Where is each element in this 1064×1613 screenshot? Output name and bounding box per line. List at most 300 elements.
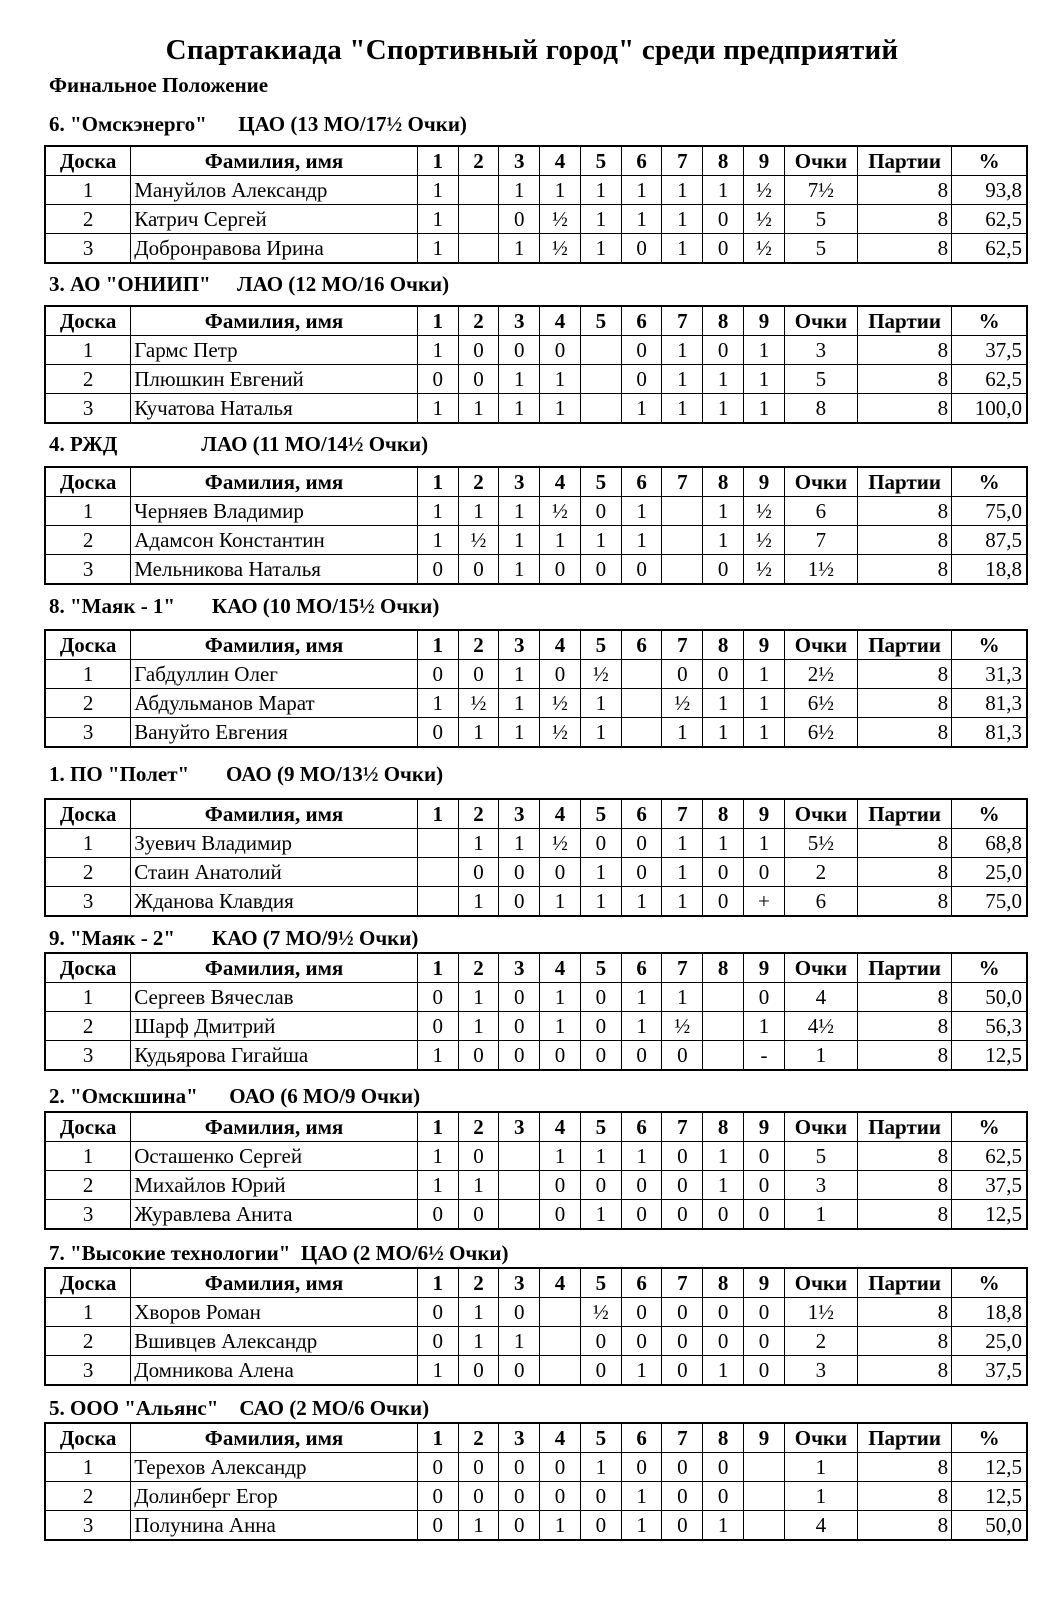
column-header: 3 bbox=[499, 799, 540, 829]
table-cell bbox=[417, 887, 458, 917]
column-header: 6 bbox=[621, 1112, 662, 1142]
table-cell bbox=[703, 1012, 744, 1041]
table-cell: 1 bbox=[580, 858, 621, 887]
column-header: Партии bbox=[858, 1268, 952, 1298]
column-header: 9 bbox=[744, 1423, 785, 1453]
table-cell: 2 bbox=[45, 1171, 131, 1200]
table-cell: 3 bbox=[45, 234, 131, 264]
column-header: Партии bbox=[858, 146, 952, 176]
table-cell: 0 bbox=[499, 1482, 540, 1511]
table-cell: 2 bbox=[784, 858, 857, 887]
table-row bbox=[45, 1482, 1027, 1511]
table-cell: 1 bbox=[417, 394, 458, 424]
table-cell: 0 bbox=[580, 1356, 621, 1386]
column-header: Партии bbox=[858, 467, 952, 497]
table-cell: ½ bbox=[540, 689, 581, 718]
column-header: 1 bbox=[417, 799, 458, 829]
table-cell: 8 bbox=[858, 365, 952, 394]
column-header: 1 bbox=[417, 1112, 458, 1142]
column-header: 9 bbox=[744, 630, 785, 660]
table-cell: 93,8 bbox=[952, 176, 1027, 205]
table-cell: Мануйлов Александр bbox=[131, 176, 418, 205]
table-cell: 1 bbox=[621, 983, 662, 1012]
table-cell: 0 bbox=[458, 1200, 499, 1230]
table-cell: 1 bbox=[744, 336, 785, 365]
column-header: 8 bbox=[703, 799, 744, 829]
table-cell: 1 bbox=[580, 234, 621, 264]
column-header: 6 bbox=[621, 1268, 662, 1298]
table-cell: 1 bbox=[621, 176, 662, 205]
table-cell: 1 bbox=[540, 176, 581, 205]
column-header: 4 bbox=[540, 799, 581, 829]
table-cell: 1 bbox=[499, 1327, 540, 1356]
table-cell: 1 bbox=[417, 205, 458, 234]
table-cell: 0 bbox=[744, 1142, 785, 1171]
table-cell: 0 bbox=[540, 1453, 581, 1482]
table-cell bbox=[621, 660, 662, 689]
table-cell: 8 bbox=[858, 689, 952, 718]
table-cell: Сергеев Вячеслав bbox=[131, 983, 418, 1012]
table-cell: Катрич Сергей bbox=[131, 205, 418, 234]
table-cell: 0 bbox=[417, 365, 458, 394]
table-cell: 1 bbox=[417, 1356, 458, 1386]
table-cell: 0 bbox=[744, 983, 785, 1012]
table-cell: Михайлов Юрий bbox=[131, 1171, 418, 1200]
table-cell: ½ bbox=[580, 660, 621, 689]
table-cell: 3 bbox=[45, 1041, 131, 1071]
table-cell: 1 bbox=[662, 234, 703, 264]
table-cell: 0 bbox=[744, 1200, 785, 1230]
table-header-row bbox=[45, 1112, 1027, 1142]
table-cell: 1 bbox=[540, 394, 581, 424]
column-header: 8 bbox=[703, 467, 744, 497]
table-row bbox=[45, 1356, 1027, 1386]
table-cell: 1 bbox=[458, 1171, 499, 1200]
table-cell: 7½ bbox=[784, 176, 857, 205]
table-cell: 1 bbox=[580, 176, 621, 205]
table-cell: 6½ bbox=[784, 718, 857, 748]
table-row bbox=[45, 829, 1027, 858]
table-header-row bbox=[45, 953, 1027, 983]
table-cell: 0 bbox=[621, 336, 662, 365]
table-cell: 0 bbox=[580, 1511, 621, 1541]
table-cell: 1 bbox=[417, 336, 458, 365]
table-cell: 0 bbox=[580, 1041, 621, 1071]
column-header: 7 bbox=[662, 1112, 703, 1142]
table-cell: 0 bbox=[662, 1356, 703, 1386]
table-row bbox=[45, 526, 1027, 555]
table-cell bbox=[499, 1171, 540, 1200]
table-cell: 0 bbox=[662, 1511, 703, 1541]
table-cell: 62,5 bbox=[952, 205, 1027, 234]
column-header: Очки bbox=[784, 1423, 857, 1453]
table-cell: 0 bbox=[458, 858, 499, 887]
table-cell: 87,5 bbox=[952, 526, 1027, 555]
column-header: 4 bbox=[540, 1112, 581, 1142]
table-cell: 8 bbox=[858, 858, 952, 887]
table-cell: Черняев Владимир bbox=[131, 497, 418, 526]
table-row bbox=[45, 1041, 1027, 1071]
column-header: 1 bbox=[417, 953, 458, 983]
table-cell bbox=[744, 1482, 785, 1511]
table-cell: 8 bbox=[858, 176, 952, 205]
table-cell: 8 bbox=[858, 1511, 952, 1541]
table-cell bbox=[417, 829, 458, 858]
column-header: 2 bbox=[458, 1423, 499, 1453]
table-cell: 0 bbox=[703, 1482, 744, 1511]
table-cell: 1 bbox=[744, 829, 785, 858]
table-cell bbox=[662, 555, 703, 585]
table-cell: 1 bbox=[621, 394, 662, 424]
table-cell: 0 bbox=[662, 1327, 703, 1356]
table-cell: 1 bbox=[540, 983, 581, 1012]
table-cell: 1 bbox=[621, 1482, 662, 1511]
table-cell: 1 bbox=[621, 887, 662, 917]
column-header: 4 bbox=[540, 630, 581, 660]
table-cell: Стаин Анатолий bbox=[131, 858, 418, 887]
column-header: 6 bbox=[621, 630, 662, 660]
table-cell: 31,3 bbox=[952, 660, 1027, 689]
table-cell: 1 bbox=[744, 660, 785, 689]
table-cell: 3 bbox=[784, 1356, 857, 1386]
table-cell: 50,0 bbox=[952, 983, 1027, 1012]
table-cell: Полунина Анна bbox=[131, 1511, 418, 1541]
table-cell: 1 bbox=[458, 1012, 499, 1041]
column-header: Доска bbox=[45, 146, 131, 176]
table-cell: 1 bbox=[703, 365, 744, 394]
table-cell: Адамсон Константин bbox=[131, 526, 418, 555]
table-cell: 8 bbox=[784, 394, 857, 424]
table-row bbox=[45, 205, 1027, 234]
table-cell: 0 bbox=[540, 1482, 581, 1511]
table-cell: 81,3 bbox=[952, 689, 1027, 718]
table-cell: ½ bbox=[540, 718, 581, 748]
table-cell: 0 bbox=[580, 497, 621, 526]
table-cell: 8 bbox=[858, 1142, 952, 1171]
table-cell: 1 bbox=[784, 1041, 857, 1071]
table-cell: 1 bbox=[45, 829, 131, 858]
table-cell: 5½ bbox=[784, 829, 857, 858]
table-cell: 4 bbox=[784, 1511, 857, 1541]
table-cell: 3 bbox=[45, 1356, 131, 1386]
table-cell: 0 bbox=[499, 205, 540, 234]
column-header: Фамилия, имя bbox=[131, 630, 418, 660]
results-table bbox=[44, 629, 1028, 748]
team-heading: 2. "Омскшина" ОАО (6 МО/9 Очки) bbox=[49, 1084, 421, 1108]
table-cell: 0 bbox=[621, 365, 662, 394]
table-cell: 0 bbox=[662, 1171, 703, 1200]
table-cell: ½ bbox=[662, 1012, 703, 1041]
table-cell: 1 bbox=[45, 1142, 131, 1171]
table-cell: 1 bbox=[784, 1482, 857, 1511]
column-header: 2 bbox=[458, 799, 499, 829]
column-header: Доска bbox=[45, 630, 131, 660]
table-cell bbox=[540, 1356, 581, 1386]
table-cell: 25,0 bbox=[952, 1327, 1027, 1356]
table-cell: 1 bbox=[784, 1200, 857, 1230]
column-header: Очки bbox=[784, 1268, 857, 1298]
table-cell bbox=[580, 365, 621, 394]
column-header: Доска bbox=[45, 467, 131, 497]
table-cell: 0 bbox=[458, 660, 499, 689]
column-header: Очки bbox=[784, 146, 857, 176]
table-cell: 1 bbox=[458, 1327, 499, 1356]
column-header: 5 bbox=[580, 467, 621, 497]
table-cell: 1 bbox=[499, 555, 540, 585]
table-cell bbox=[703, 1041, 744, 1071]
column-header: 4 bbox=[540, 1423, 581, 1453]
table-cell: 1 bbox=[45, 983, 131, 1012]
table-cell: Гармс Петр bbox=[131, 336, 418, 365]
table-cell: 1 bbox=[458, 394, 499, 424]
column-header: 8 bbox=[703, 1268, 744, 1298]
results-table bbox=[44, 466, 1028, 585]
table-cell: 1 bbox=[703, 394, 744, 424]
table-cell: 0 bbox=[458, 1142, 499, 1171]
table-cell: 1 bbox=[662, 983, 703, 1012]
results-table bbox=[44, 798, 1028, 917]
table-cell: 1 bbox=[744, 1012, 785, 1041]
table-cell: 0 bbox=[417, 1298, 458, 1327]
table-cell: 8 bbox=[858, 829, 952, 858]
table-cell: 1 bbox=[621, 1142, 662, 1171]
column-header: 4 bbox=[540, 1268, 581, 1298]
table-cell: 1 bbox=[417, 497, 458, 526]
column-header: 2 bbox=[458, 1268, 499, 1298]
column-header: 3 bbox=[499, 467, 540, 497]
column-header: Доска bbox=[45, 1268, 131, 1298]
table-cell: 0 bbox=[458, 1482, 499, 1511]
table-row bbox=[45, 1298, 1027, 1327]
table-cell: Зуевич Владимир bbox=[131, 829, 418, 858]
table-row bbox=[45, 1511, 1027, 1541]
table-cell: 0 bbox=[703, 234, 744, 264]
column-header: Очки bbox=[784, 799, 857, 829]
table-cell: 2 bbox=[45, 526, 131, 555]
table-cell: 0 bbox=[621, 1298, 662, 1327]
column-header: 7 bbox=[662, 146, 703, 176]
table-cell: 1 bbox=[499, 718, 540, 748]
column-header: Фамилия, имя bbox=[131, 306, 418, 336]
table-cell: 8 bbox=[858, 336, 952, 365]
table-cell: 1 bbox=[784, 1453, 857, 1482]
table-cell: 3 bbox=[45, 555, 131, 585]
table-row bbox=[45, 689, 1027, 718]
table-cell: 1 bbox=[417, 1041, 458, 1071]
table-cell: 3 bbox=[45, 394, 131, 424]
table-cell: 0 bbox=[417, 1200, 458, 1230]
table-cell: 8 bbox=[858, 1012, 952, 1041]
table-cell bbox=[744, 1453, 785, 1482]
column-header: Очки bbox=[784, 953, 857, 983]
table-cell: 1 bbox=[662, 336, 703, 365]
table-row bbox=[45, 176, 1027, 205]
table-cell: 1 bbox=[662, 718, 703, 748]
table-cell: 0 bbox=[621, 555, 662, 585]
table-cell: 0 bbox=[458, 336, 499, 365]
table-cell: 1½ bbox=[784, 1298, 857, 1327]
table-cell: 1 bbox=[703, 176, 744, 205]
table-cell: 1 bbox=[499, 497, 540, 526]
table-cell: 2 bbox=[45, 858, 131, 887]
table-cell: 18,8 bbox=[952, 555, 1027, 585]
table-row bbox=[45, 1327, 1027, 1356]
table-cell bbox=[621, 718, 662, 748]
table-cell: 0 bbox=[744, 1356, 785, 1386]
column-header: % bbox=[952, 306, 1027, 336]
table-cell: 1 bbox=[499, 365, 540, 394]
table-cell: Жданова Клавдия bbox=[131, 887, 418, 917]
table-cell: 0 bbox=[417, 1453, 458, 1482]
table-cell: 1 bbox=[621, 497, 662, 526]
table-cell: 0 bbox=[580, 555, 621, 585]
column-header: 3 bbox=[499, 306, 540, 336]
table-row bbox=[45, 394, 1027, 424]
table-cell: 0 bbox=[499, 983, 540, 1012]
table-cell: 6½ bbox=[784, 689, 857, 718]
column-header: % bbox=[952, 799, 1027, 829]
table-cell: 75,0 bbox=[952, 887, 1027, 917]
column-header: 2 bbox=[458, 630, 499, 660]
table-cell bbox=[580, 336, 621, 365]
results-table bbox=[44, 145, 1028, 264]
table-cell: 0 bbox=[580, 1171, 621, 1200]
table-cell: ½ bbox=[744, 176, 785, 205]
column-header: 5 bbox=[580, 1423, 621, 1453]
column-header: 5 bbox=[580, 1268, 621, 1298]
column-header: 4 bbox=[540, 467, 581, 497]
table-cell: 1 bbox=[458, 718, 499, 748]
column-header: Фамилия, имя bbox=[131, 467, 418, 497]
table-cell: 1 bbox=[499, 234, 540, 264]
table-cell: 1 bbox=[540, 1012, 581, 1041]
column-header: % bbox=[952, 146, 1027, 176]
table-cell: 1 bbox=[499, 176, 540, 205]
table-cell: Журавлева Анита bbox=[131, 1200, 418, 1230]
table-cell: ½ bbox=[540, 205, 581, 234]
table-cell: 8 bbox=[858, 1327, 952, 1356]
table-cell: Осташенко Сергей bbox=[131, 1142, 418, 1171]
table-header-row bbox=[45, 630, 1027, 660]
table-cell: 0 bbox=[580, 829, 621, 858]
table-cell: 1 bbox=[458, 983, 499, 1012]
document-subtitle: Финальное Положение bbox=[49, 73, 269, 97]
table-cell: 8 bbox=[858, 497, 952, 526]
column-header: 7 bbox=[662, 1423, 703, 1453]
table-cell: 1 bbox=[703, 1171, 744, 1200]
table-cell: 2 bbox=[45, 1012, 131, 1041]
table-row bbox=[45, 1453, 1027, 1482]
team-heading: 8. "Маяк - 1" КАО (10 МО/15½ Очки) bbox=[49, 594, 440, 618]
table-cell: 1 bbox=[499, 526, 540, 555]
table-cell: 0 bbox=[417, 1511, 458, 1541]
column-header: 7 bbox=[662, 1268, 703, 1298]
table-cell: ½ bbox=[540, 234, 581, 264]
table-cell bbox=[458, 176, 499, 205]
table-cell: 0 bbox=[458, 1453, 499, 1482]
table-cell: 1 bbox=[621, 1356, 662, 1386]
table-cell: 7 bbox=[784, 526, 857, 555]
table-header-row bbox=[45, 467, 1027, 497]
table-cell: 8 bbox=[858, 555, 952, 585]
table-cell: 8 bbox=[858, 1200, 952, 1230]
table-cell: 0 bbox=[703, 1298, 744, 1327]
table-cell: 1 bbox=[580, 1200, 621, 1230]
table-cell bbox=[499, 1200, 540, 1230]
column-header: 4 bbox=[540, 953, 581, 983]
table-cell: 0 bbox=[703, 336, 744, 365]
column-header: Доска bbox=[45, 1423, 131, 1453]
table-cell: 1 bbox=[621, 1012, 662, 1041]
table-cell: 0 bbox=[621, 1327, 662, 1356]
column-header: Доска bbox=[45, 953, 131, 983]
table-cell: ½ bbox=[540, 829, 581, 858]
table-cell: 0 bbox=[662, 1200, 703, 1230]
column-header: Очки bbox=[784, 630, 857, 660]
table-cell: 0 bbox=[703, 555, 744, 585]
team-heading: 3. АО "ОНИИП" ЛАО (12 МО/16 Очки) bbox=[49, 272, 450, 296]
table-cell: ½ bbox=[458, 689, 499, 718]
column-header: 2 bbox=[458, 953, 499, 983]
column-header: 3 bbox=[499, 1423, 540, 1453]
column-header: 5 bbox=[580, 306, 621, 336]
table-cell: 1 bbox=[662, 176, 703, 205]
table-cell bbox=[540, 1298, 581, 1327]
table-cell: 1 bbox=[45, 660, 131, 689]
document-title: Спартакиада "Спортивный город" среди предприятий bbox=[165, 34, 899, 66]
table-cell: 1 bbox=[458, 1511, 499, 1541]
table-cell bbox=[662, 526, 703, 555]
table-cell: 0 bbox=[458, 555, 499, 585]
table-cell: 8 bbox=[858, 1041, 952, 1071]
table-cell: 0 bbox=[540, 336, 581, 365]
table-cell: 0 bbox=[703, 205, 744, 234]
table-header-row bbox=[45, 799, 1027, 829]
table-cell: 8 bbox=[858, 718, 952, 748]
table-header-row bbox=[45, 1423, 1027, 1453]
column-header: Партии bbox=[858, 799, 952, 829]
table-cell: 0 bbox=[458, 365, 499, 394]
table-cell: 0 bbox=[580, 1012, 621, 1041]
table-cell: 75,0 bbox=[952, 497, 1027, 526]
column-header: 6 bbox=[621, 146, 662, 176]
table-cell: 6 bbox=[784, 497, 857, 526]
column-header: 4 bbox=[540, 306, 581, 336]
table-cell: 2 bbox=[45, 1482, 131, 1511]
table-cell: 0 bbox=[580, 1482, 621, 1511]
table-cell: 1 bbox=[417, 234, 458, 264]
table-cell: 3 bbox=[45, 718, 131, 748]
column-header: % bbox=[952, 953, 1027, 983]
column-header: 4 bbox=[540, 146, 581, 176]
table-cell: 18,8 bbox=[952, 1298, 1027, 1327]
table-cell: 50,0 bbox=[952, 1511, 1027, 1541]
table-cell: 25,0 bbox=[952, 858, 1027, 887]
table-cell: 0 bbox=[540, 858, 581, 887]
table-cell: 1 bbox=[621, 205, 662, 234]
table-cell: 8 bbox=[858, 205, 952, 234]
table-cell bbox=[540, 1327, 581, 1356]
table-cell: 0 bbox=[662, 660, 703, 689]
table-cell: 1 bbox=[744, 718, 785, 748]
table-cell: Вшивцев Александр bbox=[131, 1327, 418, 1356]
table-cell: 12,5 bbox=[952, 1453, 1027, 1482]
column-header: 9 bbox=[744, 467, 785, 497]
table-cell: 37,5 bbox=[952, 336, 1027, 365]
table-cell: 0 bbox=[417, 718, 458, 748]
table-cell: 1 bbox=[662, 205, 703, 234]
column-header: 8 bbox=[703, 306, 744, 336]
